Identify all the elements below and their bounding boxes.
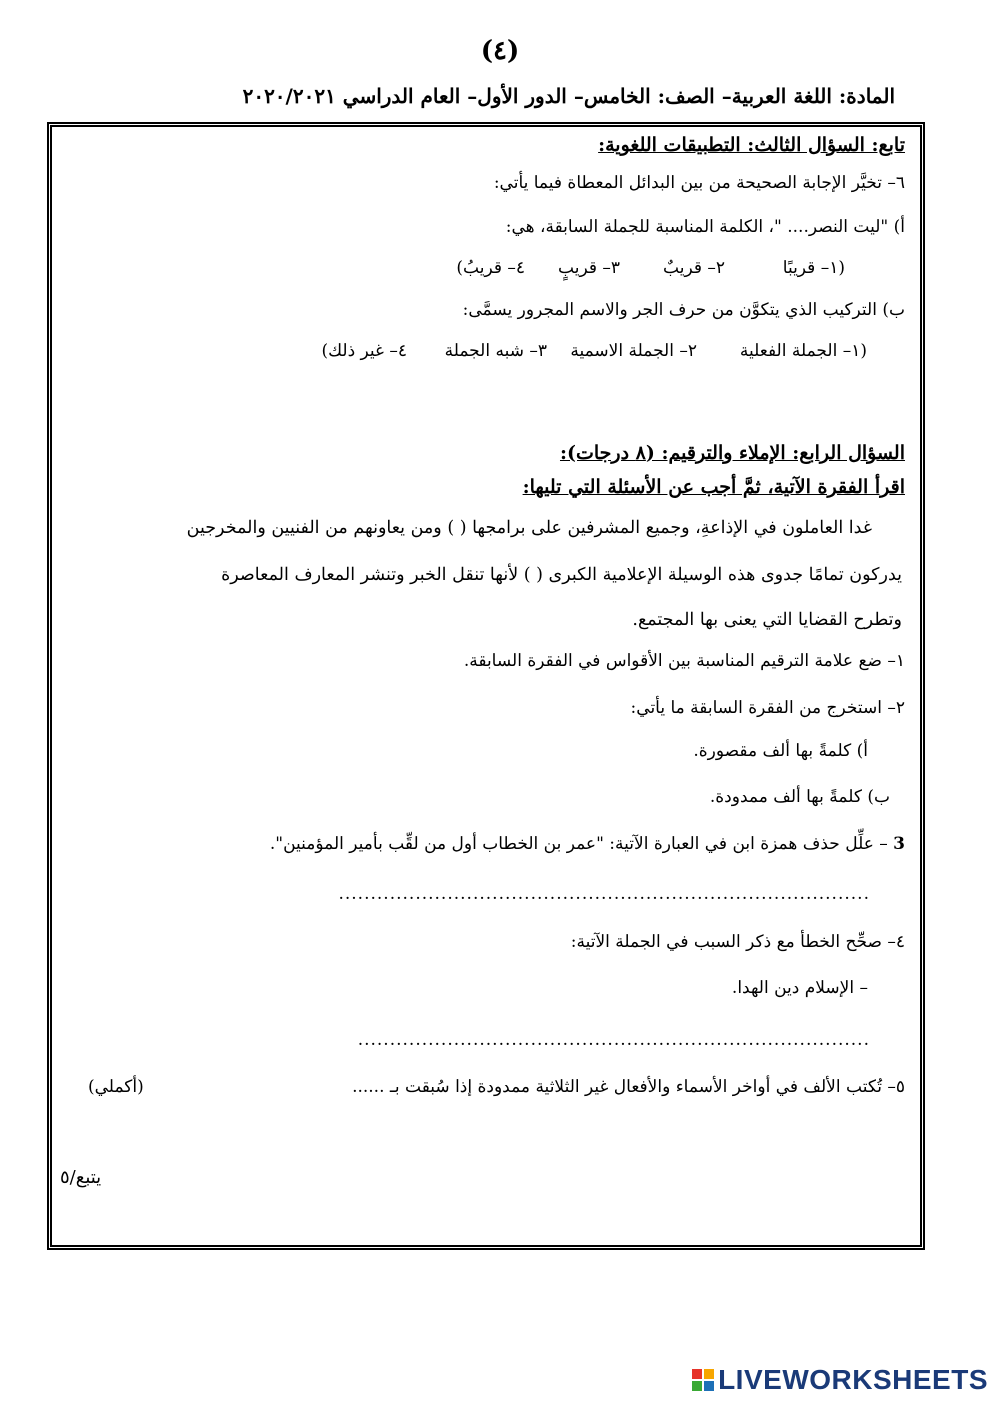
q4-item2b: ب) كلمةً بها ألف ممدودة. [709,787,890,807]
q4-item4-sentence: – الإسلام دين الهدا. [731,978,868,998]
page-number: (٤) [480,36,520,66]
option-b3: ٣– شبه الجملة [444,341,547,361]
q3-b-question: ب) التركيب الذي يتكوَّن من حرف الجر والاسم المجرور يسمَّى: [462,300,905,320]
q4-paragraph-line2: يدركون تمامًا جدوى هذه الوسيلة الإعلامية الكبرى ( ) لأنها تنقل الخبر وتنشر المعارف المعاصرة [221,565,902,585]
q4-item2a: أ) كلمةً بها ألف مقصورة. [693,741,868,761]
exam-header: المادة: اللغة العربية– الصف: الخامس– الدور الأول– العام الدراسي ٢٠٢٠/٢٠٢١ [242,84,895,108]
option-b1: (١– الجملة الفعلية [739,341,867,361]
q4-item1: ١– ضع علامة الترقيم المناسبة بين الأقواس في الفقرة السابقة. [463,651,905,671]
q4-item3-text: – علِّل حذف همزة ابن في العبارة الآتية: "عمر بن الخطاب أول من لقِّب بأمير المؤمنين". [269,834,894,854]
q3-a-question: أ) "ليت النصر.... "، الكلمة المناسبة للجملة السابقة، هي: [505,217,905,237]
q4-paragraph-line3: وتطرح القضايا التي يعنى بها المجتمع. [632,610,902,630]
q4-item2: ٢– استخرج من الفقرة السابقة ما يأتي: [630,698,905,718]
option-b4: ٤– غير ذلك) [321,341,407,361]
answer-line-1[interactable]: ................................................................................... [338,884,870,904]
logo-square-green [692,1381,702,1391]
option-a3: ٣– قريبٍ [558,258,620,278]
option-a4: ٤– قريبُ) [456,258,525,278]
logo-square-red [692,1369,702,1379]
liveworksheets-logo [692,1364,988,1396]
option-a1: (١– قريبًا [782,258,845,278]
option-a2: ٢– قريبٌ [663,258,725,278]
logo-square-blue [704,1381,714,1391]
q4-paragraph-line1: غدا العاملون في الإذاعةِ، وجميع المشرفين على برامجها ( ) ومن يعاونهم من الفنيين والمخرجين [186,518,872,538]
footer-continue: يتبع/٥ [60,1167,102,1188]
q3-title: تابع: السؤال الثالث: التطبيقات اللغوية: [598,134,905,156]
q4-instruction: اقرأ الفقرة الآتية، ثمَّ أجب عن الأسئلة التي تليها: [522,476,905,498]
option-b2: ٢– الجملة الاسمية [570,341,697,361]
q4-title: السؤال الرابع: الإملاء والترقيم: (٨ درجات): [559,442,905,464]
liveworksheets-logo-text: LIVEWORKSHEETS [718,1364,988,1395]
answer-line-2[interactable]: ................................................................................ [357,1030,870,1050]
q4-item4: ٤– صحِّح الخطأ مع ذكر السبب في الجملة الآتية: [570,932,905,952]
q4-item3 [270,834,905,854]
q4-item5-note: (أكملي) [88,1077,144,1097]
q4-item3-number: 3 [893,834,905,854]
liveworksheets-logo-icon [692,1369,714,1391]
logo-square-orange [704,1369,714,1379]
q3-item6: ٦– تخيَّر الإجابة الصحيحة من بين البدائل المعطاة فيما يأتي: [493,173,905,193]
q4-item5: ٥– تُكتب الألف في أواخر الأسماء والأفعال غير الثلاثية ممدودة إذا سُبقت بـ ...... [352,1077,905,1097]
